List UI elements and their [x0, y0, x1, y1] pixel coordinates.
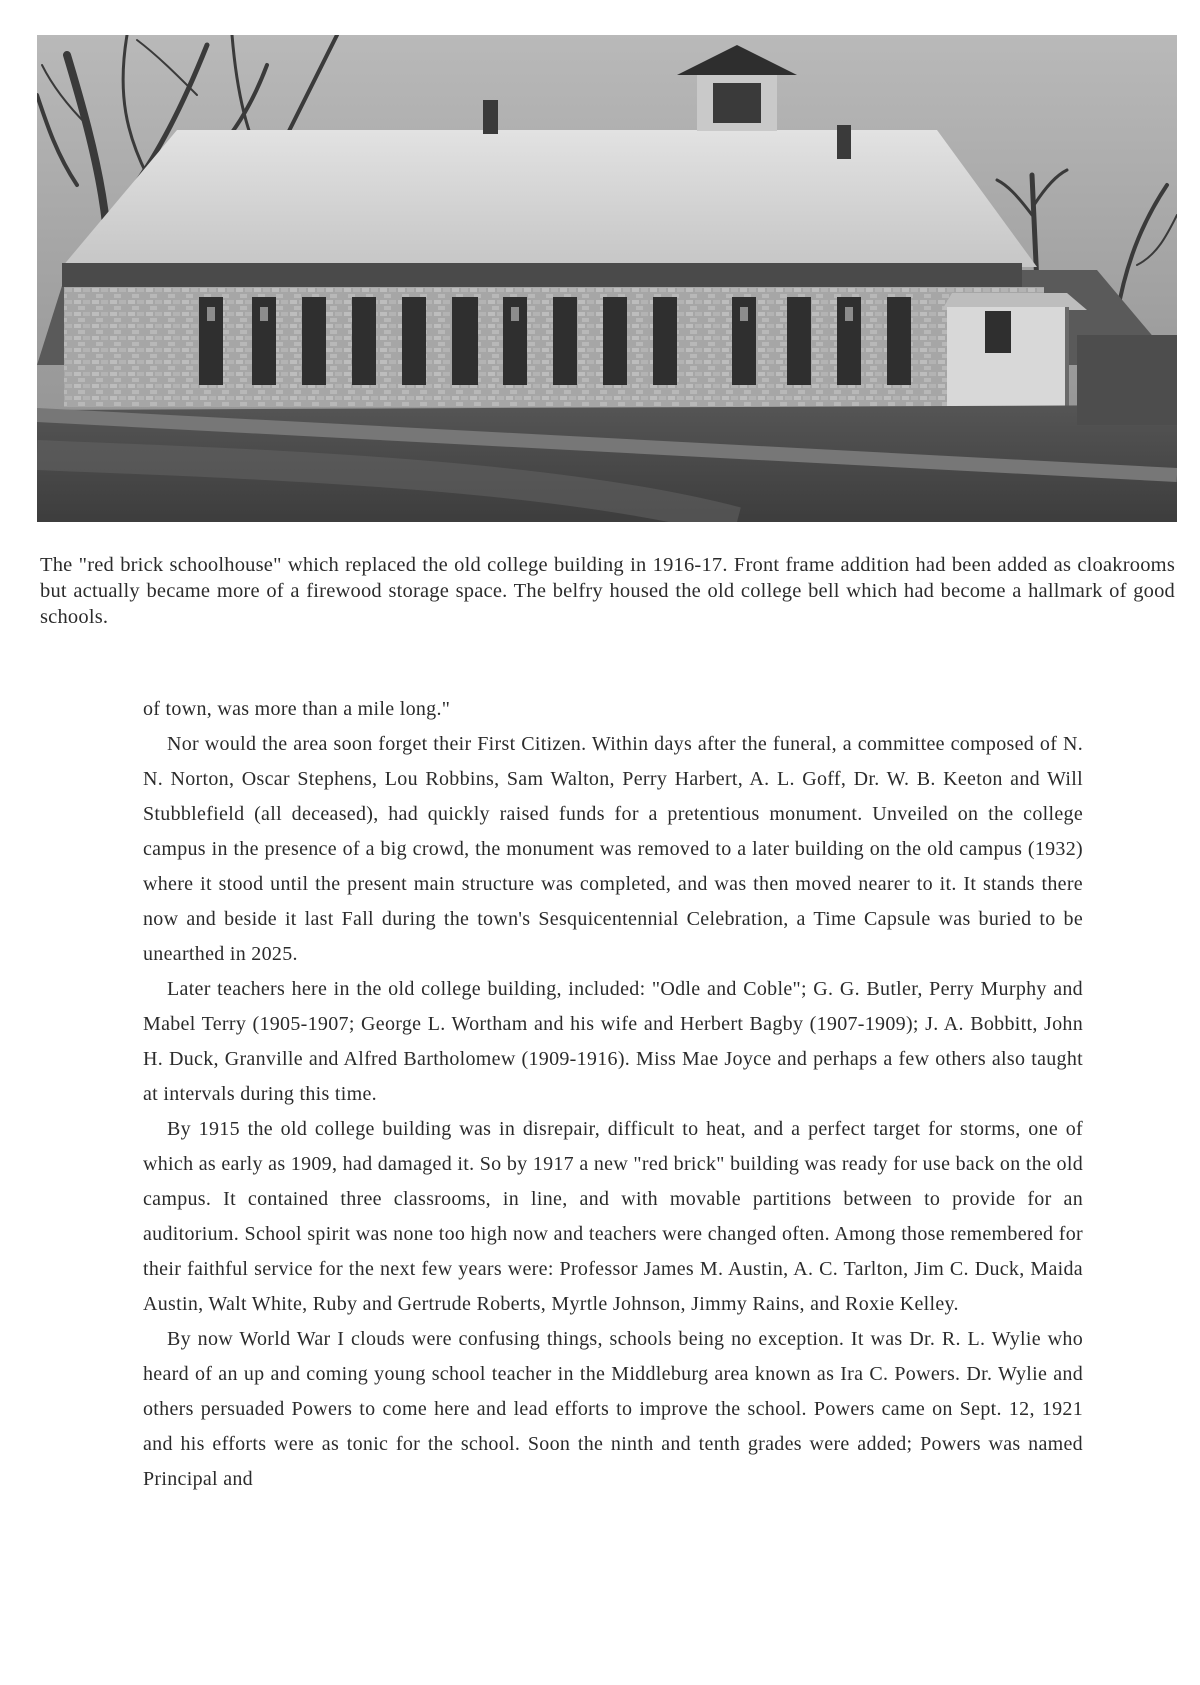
- paragraph-later-teachers: Later teachers here in the old college building, included: "Odle and Coble"; G. G. Butler, Perry Murphy and Mabel Terry (1905-1907; George L. Wortham and his wife and Herbert Bagby (1907-1909); J. A. Bobbitt, John H. Duck, Granville and Alfred Bartholomew (1909-1916). Miss Mae Joyce and perhaps a few others also taught at intervals during this time.: [143, 978, 1083, 1105]
- photo-caption: The "red brick schoolhouse" which replaced the old college building in 1916-17. Front frame addition had been added as cloakrooms but actually became more of a firewood storage space. The belfry housed the old college bell which had become a hallmark of good schools.: [40, 554, 1175, 628]
- paragraph-monument: Nor would the area soon forget their First Citizen. Within days after the funeral, a committee composed of N. N. Norton, Oscar Stephens, Lou Robbins, Sam Walton, Perry Harbert, A. L. Goff, Dr. W. B. Keeton and Will Stubblefield (all deceased), had quickly raised funds for a pretentious monument. Unveiled on the college campus in the presence of a big crowd, the monument was removed to a later building on the old campus (1932) where it stood until the present main structure was completed, and was then moved nearer to it. It stands there now and beside it last Fall during the town's Sesquicentennial Celebration, a Time Capsule was buried to be unearthed in 2025.: [143, 733, 1083, 965]
- article-body: [143, 692, 1083, 1497]
- paragraph-red-brick-building: By 1915 the old college building was in disrepair, difficult to heat, and a perfect target for storms, one of which as early as 1909, had damaged it. So by 1917 a new "red brick" building was ready for use back on the old campus. It contained three classrooms, in line, and with movable partitions between to provide for an auditorium. School spirit was none too high now and teachers were changed often. Among those remembered for their faithful service for the next few years were: Professor James M. Austin, A. C. Tarlton, Jim C. Duck, Maida Austin, Walt White, Ruby and Gertrude Roberts, Myrtle Johnson, Jimmy Rains, and Roxie Kelley.: [143, 1118, 1083, 1315]
- paragraph-world-war-powers: By now World War I clouds were confusing things, schools being no exception. It was Dr. R. L. Wylie who heard of an up and coming young school teacher in the Middleburg area known as Ira C. Powers. Dr. Wylie and others persuaded Powers to come here and lead efforts to improve the school. Powers came on Sept. 12, 1921 and his efforts were as tonic for the school. Soon the ninth and tenth grades were added; Powers was named Principal and: [143, 1328, 1083, 1490]
- schoolhouse-photo: [37, 35, 1177, 522]
- paragraph-continuation: of town, was more than a mile long.": [143, 698, 451, 720]
